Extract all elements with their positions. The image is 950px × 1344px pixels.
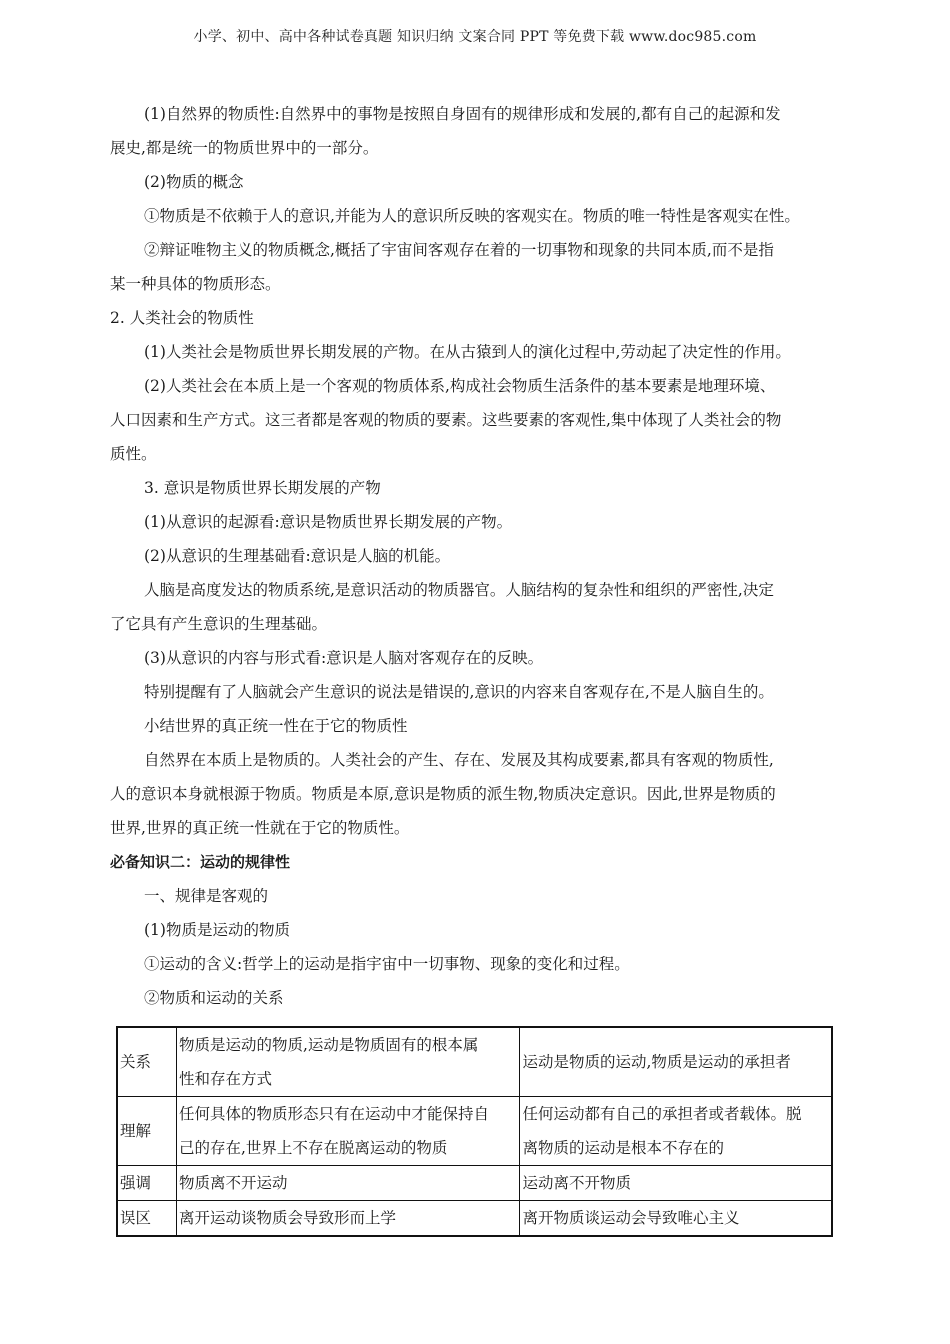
table-row [117,1201,832,1237]
text-line: 小结世界的真正统一性在于它的物质性 [144,717,408,735]
table-cell-line: 物质离不开运动 [178,1174,288,1192]
text-line: 人脑是高度发达的物质系统,是意识活动的物质器官。人脑结构的复杂性和组织的严密性,决定 [144,581,774,599]
text-line: (1)从意识的起源看:意识是物质世界长期发展的产物。 [144,513,513,531]
table-cell [520,1201,832,1237]
table-cell-line: 运动是物质的运动,物质是运动的承担者 [522,1053,791,1071]
text-line: (2)人类社会在本质上是一个客观的物质体系,构成社会物质生活条件的基本要素是地理环境、 [144,377,776,395]
text-line: ①物质是不依赖于人的意识,并能为人的意识所反映的客观实在。物质的唯一特性是客观实在性。 [144,207,800,225]
page-header: 小学、初中、高中各种试卷真题 知识归纳 文案合同 PPT 等免费下载 www.doc985.com [193,29,757,45]
text-line: (1)自然界的物质性:自然界中的事物是按照自身固有的规律形成和发展的,都有自己的起源和发 [144,105,781,123]
table-cell-line: 离开运动谈物质会导致形而上学 [178,1209,396,1227]
table-cell-line: 己的存在,世界上不存在脱离运动的物质 [178,1139,448,1157]
table-cell-line: 离开物质谈运动会导致唯心主义 [522,1209,740,1227]
table-cell [176,1201,519,1237]
text-line: (1)物质是运动的物质 [144,921,290,939]
table-cell-line: 物质是运动的物质,运动是物质固有的根本属 [178,1036,479,1054]
text-line: 某一种具体的物质形态。 [110,275,281,293]
text-line: 自然界在本质上是物质的。人类社会的产生、存在、发展及其构成要素,都具有客观的物质性, [144,751,774,769]
document-body [110,97,840,1015]
text-line: 2. 人类社会的物质性 [110,309,254,327]
table-row [117,1097,832,1166]
text-line: (2)物质的概念 [144,173,244,191]
table-row-label: 理解 [117,1097,176,1166]
table-cell [520,1166,832,1201]
text-line: 人的意识本身就根源于物质。物质是本原,意识是物质的派生物,物质决定意识。因此,世界是物质的 [110,785,776,803]
table-cell [520,1097,832,1166]
table-cell [176,1027,519,1097]
section-heading: 必备知识二：运动的规律性 [110,853,291,871]
text-line: (1)人类社会是物质世界长期发展的产物。在从古猿到人的演化过程中,劳动起了决定性的作用。 [144,343,791,361]
table-row-label: 关系 [117,1027,176,1097]
text-line: 3. 意识是物质世界长期发展的产物 [144,479,381,497]
table-cell [520,1027,832,1097]
text-line: ②物质和运动的关系 [144,989,284,1007]
text-line: 世界,世界的真正统一性就在于它的物质性。 [110,819,410,837]
text-line: ①运动的含义:哲学上的运动是指宇宙中一切事物、现象的变化和过程。 [144,955,630,973]
text-line: (3)从意识的内容与形式看:意识是人脑对客观存在的反映。 [144,649,544,667]
table-row-label: 强调 [117,1166,176,1201]
table-cell-line: 性和存在方式 [178,1070,272,1088]
table-cell-line: 运动离不开物质 [522,1174,631,1192]
table-row [117,1027,832,1097]
text-line: 展史,都是统一的物质世界中的一部分。 [110,139,379,157]
text-line: 了它具有产生意识的生理基础。 [110,615,328,633]
table-row [117,1166,832,1201]
table-cell [176,1166,519,1201]
text-line: 质性。 [110,445,157,463]
text-line: ②辩证唯物主义的物质概念,概括了宇宙间客观存在着的一切事物和现象的共同本质,而不是指 [144,241,774,259]
table-cell-line: 任何运动都有自己的承担者或者载体。脱 [522,1105,802,1123]
table-row-label: 误区 [117,1201,176,1237]
table-cell-line: 离物质的运动是根本不存在的 [522,1139,724,1157]
text-line: 一、规律是客观的 [144,887,269,905]
text-line: 人口因素和生产方式。这三者都是客观的物质的要素。这些要素的客观性,集中体现了人类社会的物 [110,411,782,429]
table-cell-line: 任何具体的物质形态只有在运动中才能保持自 [178,1105,489,1123]
table-cell [176,1097,519,1166]
matter-motion-table [116,1026,833,1237]
text-line: (2)从意识的生理基础看:意识是人脑的机能。 [144,547,451,565]
text-line: 特别提醒有了人脑就会产生意识的说法是错误的,意识的内容来自客观存在,不是人脑自生的。 [144,683,774,701]
